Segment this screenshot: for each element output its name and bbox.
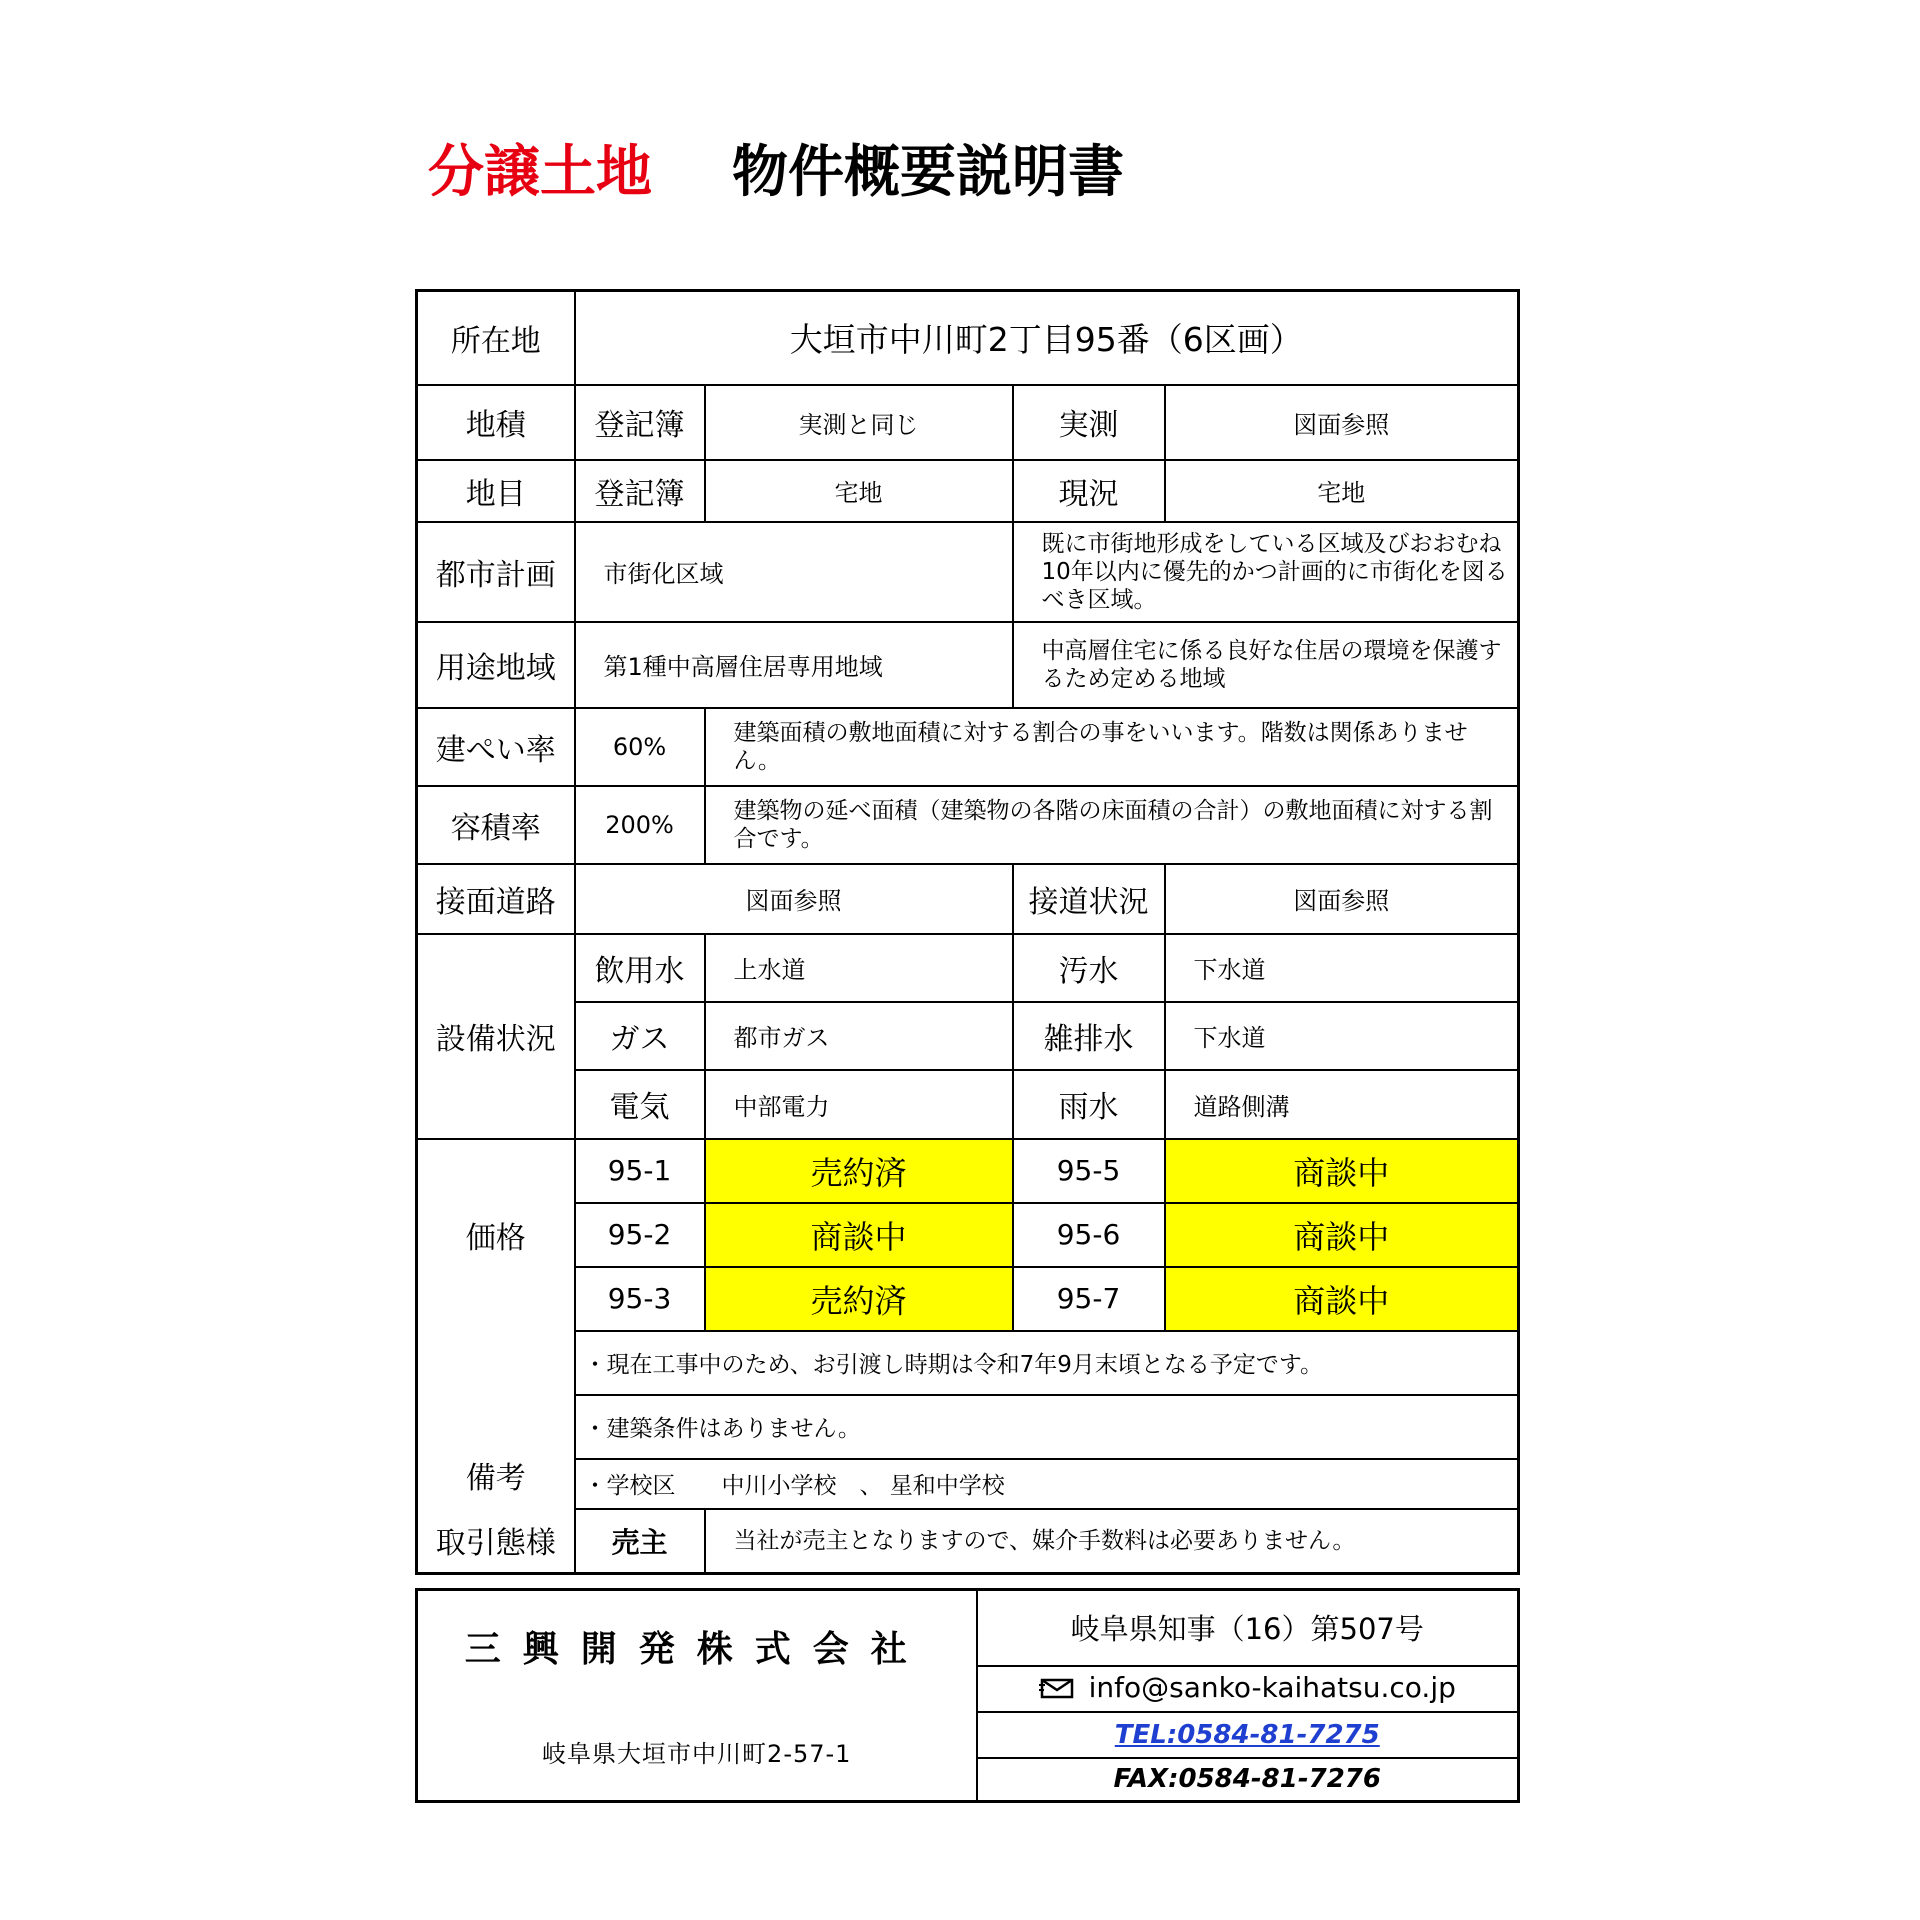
location-label: 所在地 <box>417 291 575 385</box>
coverage-label: 建ぺい率 <box>417 708 575 786</box>
row-road <box>417 864 1519 934</box>
row-city-planning <box>417 522 1519 622</box>
facilities-label: 設備状況 <box>417 934 575 1139</box>
row-area <box>417 385 1519 460</box>
location-value: 大垣市中川町2丁目95番（6区画） <box>575 291 1519 385</box>
city-planning-value: 市街化区域 <box>575 522 1013 622</box>
far-label: 容積率 <box>417 786 575 864</box>
price-row <box>417 1267 1519 1331</box>
remark-item: ・学校区 中川小学校 、 星和中学校 <box>575 1459 1519 1509</box>
facility-row <box>417 934 1519 1002</box>
city-planning-desc: 既に市街地形成をしている区域及びおおむね10年以内に優先的かつ計画的に市街化を図るべき区域。 <box>1013 522 1519 622</box>
land-current-label: 現況 <box>1013 460 1165 522</box>
facility-value: 下水道 <box>1165 1002 1519 1070</box>
envelope-icon <box>1039 1673 1075 1706</box>
remark-row <box>417 1459 1519 1509</box>
email-link[interactable]: info@sanko-kaihatsu.co.jp <box>1088 1671 1456 1705</box>
facility-label: 電気 <box>575 1070 705 1139</box>
facility-value: 上水道 <box>705 934 1013 1002</box>
row-coverage <box>417 708 1519 786</box>
road-value: 図面参照 <box>575 864 1013 934</box>
lot-number: 95-2 <box>575 1203 705 1267</box>
zoning-value: 第1種中高層住居専用地域 <box>575 622 1013 708</box>
area-registry-label: 登記簿 <box>575 385 705 460</box>
area-registry-value: 実測と同じ <box>705 385 1013 460</box>
row-land-category <box>417 460 1519 522</box>
fax-number: FAX:0584-81-7276 <box>977 1758 1519 1802</box>
city-planning-label: 都市計画 <box>417 522 575 622</box>
price-row <box>417 1139 1519 1203</box>
area-survey-value: 図面参照 <box>1165 385 1519 460</box>
remarks-label: 備考 <box>417 1331 575 1509</box>
land-registry-value: 宅地 <box>705 460 1013 522</box>
area-survey-label: 実測 <box>1013 385 1165 460</box>
lot-status: 売約済 <box>705 1267 1013 1331</box>
lot-status: 商談中 <box>1165 1203 1519 1267</box>
land-current-value: 宅地 <box>1165 460 1519 522</box>
lot-number: 95-6 <box>1013 1203 1165 1267</box>
facility-value: 都市ガス <box>705 1002 1013 1070</box>
license-number: 岐阜県知事（16）第507号 <box>977 1590 1519 1666</box>
email-cell <box>977 1666 1519 1712</box>
remark-item: ・建築条件はありません。 <box>575 1395 1519 1459</box>
zoning-desc: 中高層住宅に係る良好な住居の環境を保護するため定める地域 <box>1013 622 1519 708</box>
lot-status: 売約済 <box>705 1139 1013 1203</box>
property-table <box>415 289 1520 1575</box>
title-property-summary: 物件概要説明書 <box>732 140 1124 205</box>
price-label: 価格 <box>417 1139 575 1331</box>
price-row <box>417 1203 1519 1267</box>
company-address: 岐阜県大垣市中川町2-57-1 <box>542 1740 852 1768</box>
coverage-desc: 建築面積の敷地面積に対する割合の事をいいます。階数は関係ありません。 <box>705 708 1519 786</box>
document-title <box>428 128 1124 208</box>
zoning-label: 用途地域 <box>417 622 575 708</box>
row-transaction <box>417 1509 1519 1574</box>
far-desc: 建築物の延べ面積（建築物の各階の床面積の合計）の敷地面積に対する割合です。 <box>705 786 1519 864</box>
facility-value: 中部電力 <box>705 1070 1013 1139</box>
company-block <box>417 1590 977 1802</box>
remark-item: ・現在工事中のため、お引渡し時期は令和7年9月末頃となる予定です。 <box>575 1331 1519 1395</box>
area-label: 地積 <box>417 385 575 460</box>
facility-label: 飲用水 <box>575 934 705 1002</box>
title-sale-land: 分譲土地 <box>428 140 652 205</box>
land-category-label: 地目 <box>417 460 575 522</box>
row-location <box>417 291 1519 385</box>
lot-number: 95-1 <box>575 1139 705 1203</box>
row-zoning <box>417 622 1519 708</box>
facility-label: 雨水 <box>1013 1070 1165 1139</box>
company-footer <box>415 1588 1520 1803</box>
facility-row <box>417 1002 1519 1070</box>
lot-status: 商談中 <box>1165 1267 1519 1331</box>
road-access-label: 接道状況 <box>1013 864 1165 934</box>
road-label: 接面道路 <box>417 864 575 934</box>
remark-row <box>417 1331 1519 1395</box>
facility-row <box>417 1070 1519 1139</box>
transaction-desc: 当社が売主となりますので、媒介手数料は必要ありません。 <box>705 1509 1519 1574</box>
facility-value: 道路側溝 <box>1165 1070 1519 1139</box>
lot-status: 商談中 <box>705 1203 1013 1267</box>
land-registry-label: 登記簿 <box>575 460 705 522</box>
lot-number: 95-5 <box>1013 1139 1165 1203</box>
phone-link[interactable]: TEL:0584-81-7275 <box>977 1712 1519 1758</box>
transaction-type: 売主 <box>575 1509 705 1574</box>
transaction-label: 取引態様 <box>417 1509 575 1574</box>
facility-label: 雑排水 <box>1013 1002 1165 1070</box>
company-name: 三興開発株式会社 <box>464 1629 929 1670</box>
coverage-value: 60% <box>575 708 705 786</box>
remark-row <box>417 1395 1519 1459</box>
facility-label: 汚水 <box>1013 934 1165 1002</box>
lot-status: 商談中 <box>1165 1139 1519 1203</box>
facility-value: 下水道 <box>1165 934 1519 1002</box>
far-value: 200% <box>575 786 705 864</box>
facility-label: ガス <box>575 1002 705 1070</box>
lot-number: 95-7 <box>1013 1267 1165 1331</box>
lot-number: 95-3 <box>575 1267 705 1331</box>
road-access-value: 図面参照 <box>1165 864 1519 934</box>
row-far <box>417 786 1519 864</box>
